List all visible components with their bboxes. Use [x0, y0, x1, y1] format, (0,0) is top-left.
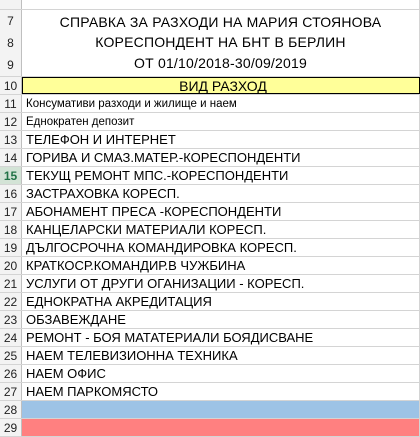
row-number[interactable]: 20	[0, 257, 22, 274]
row-number[interactable]: 17	[0, 203, 22, 220]
table-row	[0, 401, 420, 419]
table-row	[0, 149, 420, 167]
expense-type-cell[interactable]: НАЕМ ТЕЛЕВИЗИОННА ТЕХНИКА	[22, 347, 420, 364]
expense-type-cell[interactable]: ДЪЛГОСРОЧНА КОМАНДИРОВКА КОРЕСП.	[22, 239, 420, 256]
table-row	[0, 185, 420, 203]
row-number[interactable]: 13	[0, 131, 22, 148]
row-number[interactable]: 16	[0, 185, 22, 202]
expense-type-heading[interactable]: ВИД РАЗХОД	[22, 77, 420, 94]
table-row	[0, 167, 420, 185]
table-row	[0, 239, 420, 257]
table-row	[0, 95, 420, 113]
expense-type-cell[interactable]: ГОРИВА И СМАЗ.МАТЕР.-КОРЕСПОНДЕНТИ	[22, 149, 420, 166]
row-number[interactable]: 11	[0, 95, 22, 112]
row-number[interactable]: 27	[0, 383, 22, 400]
report-title-cell[interactable]	[22, 10, 420, 76]
row-number[interactable]: 12	[0, 113, 22, 130]
row-number[interactable]: 26	[0, 365, 22, 382]
expense-type-cell[interactable]: ТЕКУЩ РЕМОНТ МПС.-КОРЕСПОНДЕНТИ	[22, 167, 420, 184]
row-number[interactable]: 25	[0, 347, 22, 364]
row-number-10[interactable]: 10	[0, 77, 22, 94]
expense-type-cell[interactable]: Еднократен депозит	[22, 113, 420, 130]
row-number-8[interactable]: 8	[7, 36, 14, 50]
report-title-line-1: СПРАВКА ЗА РАЗХОДИ НА МАРИЯ СТОЯНОВА	[59, 13, 382, 30]
table-row	[0, 203, 420, 221]
expense-rows	[0, 95, 420, 437]
row-number[interactable]	[0, 0, 22, 9]
row-number[interactable]: 18	[0, 221, 22, 238]
table-row	[0, 329, 420, 347]
row-number[interactable]: 23	[0, 311, 22, 328]
table-row	[0, 275, 420, 293]
report-period-line: ОТ 01/10/2018-30/09/2019	[134, 55, 307, 72]
row-number[interactable]: 14	[0, 149, 22, 166]
table-row	[0, 221, 420, 239]
heading-row	[0, 77, 420, 95]
row-number[interactable]: 22	[0, 293, 22, 310]
expense-type-cell[interactable]: НАЕМ ОФИС	[22, 365, 420, 382]
expense-type-cell[interactable]: ОБЗАВЕЖДАНЕ	[22, 311, 420, 328]
row-number[interactable]: 19	[0, 239, 22, 256]
table-row	[0, 419, 420, 437]
row-number[interactable]: 21	[0, 275, 22, 292]
expense-type-cell[interactable]: РЕМОНТ - БОЯ МАТАТЕРИАЛИ БОЯДИСВАНЕ	[22, 329, 420, 346]
expense-type-cell[interactable]: КАНЦЕЛАРСКИ МАТЕРИАЛИ КОРЕСП.	[22, 221, 420, 238]
expense-type-cell[interactable]	[22, 419, 420, 436]
expense-type-cell[interactable]: УСЛУГИ ОТ ДРУГИ ОГАНИЗАЦИИ - КОРЕСП.	[22, 275, 420, 292]
table-row	[0, 131, 420, 149]
row-number[interactable]: 28	[0, 401, 22, 418]
expense-type-cell[interactable]: ТЕЛЕФОН И ИНТЕРНЕТ	[22, 131, 420, 148]
expense-type-cell[interactable]	[22, 401, 420, 418]
row-number-9[interactable]: 9	[7, 58, 14, 72]
table-row	[0, 257, 420, 275]
row-number[interactable]: 24	[0, 329, 22, 346]
report-title-line-2: КОРЕСПОНДЕНТ НА БНТ В БЕРЛИН	[95, 34, 346, 51]
table-row	[0, 383, 420, 401]
table-row	[0, 311, 420, 329]
title-rows	[0, 10, 420, 77]
expense-type-cell[interactable]: ЗАСТРАХОВКА КОРЕСП.	[22, 185, 420, 202]
expense-type-cell[interactable]: КРАТКОСР.КОМАНДИР.В ЧУЖБИНА	[22, 257, 420, 274]
row-number-7[interactable]: 7	[7, 14, 14, 28]
expense-type-cell[interactable]: ЕДНОКРАТНА АКРЕДИТАЦИЯ	[22, 293, 420, 310]
expense-type-cell[interactable]: Консумативи разходи и жилище и наем	[22, 95, 420, 112]
expense-type-cell[interactable]: НАЕМ ПАРКОМЯСТО	[22, 383, 420, 400]
table-row	[0, 365, 420, 383]
row-numbers-7-9[interactable]	[0, 10, 22, 76]
table-row	[0, 113, 420, 131]
row-number[interactable]: 29	[0, 419, 22, 436]
table-row	[0, 347, 420, 365]
table-row	[0, 293, 420, 311]
row-number[interactable]: 15	[0, 167, 22, 184]
row-6-partial	[0, 0, 420, 10]
cell[interactable]	[22, 0, 420, 9]
expense-type-cell[interactable]: АБОНАМЕНТ ПРЕСА -КОРЕСПОНДЕНТИ	[22, 203, 420, 220]
